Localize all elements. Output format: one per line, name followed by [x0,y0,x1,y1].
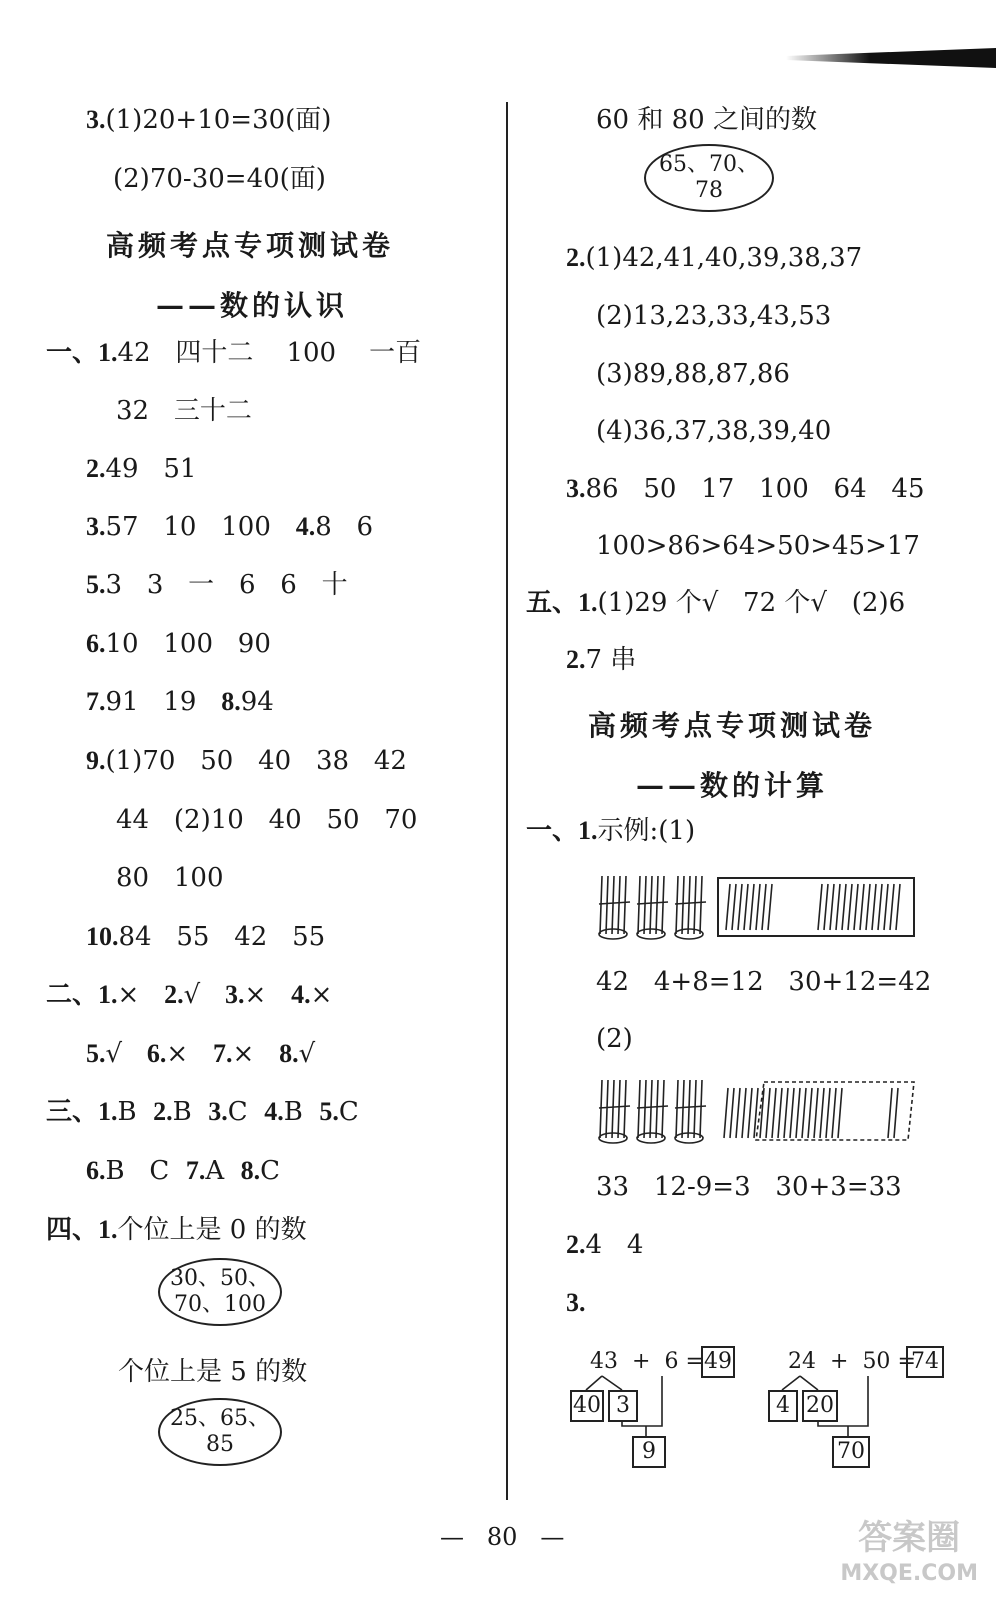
split1-part1-box: 40 [570,1390,604,1422]
watermark: 答案圈 MXQE.COM [840,1518,978,1586]
left-q2: 2.49 51 [86,454,197,484]
sticks-figure-1 [596,872,918,942]
split2-sum-box: 70 [832,1436,870,1468]
left-sec2-line2: 5.√ 6.× 7.× 8.√ [86,1039,316,1069]
left-sec4-line2: 个位上是 5 的数 [118,1357,308,1387]
right-q2-line4: (4)36,37,38,39,40 [596,416,832,446]
left-q9-line2: 44 (2)10 40 50 70 [116,805,418,835]
left-q9-line1: 9.(1)70 50 40 38 42 [86,746,407,776]
split1-expression: 43 + 6 = [590,1349,704,1374]
bundle-2 [637,876,668,939]
section-subtitle-2: ——数的计算 [636,769,829,802]
loose-sticks-1 [726,884,900,930]
right-sec5-line2: 2.7 串 [566,645,637,675]
page-number: — 80 — [440,1523,565,1551]
top-corner-mark [786,48,996,68]
left-q7-q8: 7.91 19 8.94 [86,687,274,717]
right-calc-q2: 2.4 4 [566,1230,644,1260]
left-sec3-line2: 6.B C 7.A 8.C [86,1156,281,1186]
right-calc-q1: 一、1.示例:(1) [526,816,696,846]
right-q2-line2: (2)13,23,33,43,53 [596,301,832,331]
left-sec3-line1: 三、1.B 2.B 3.C 4.B 5.C [46,1097,359,1127]
left-q5: 5.3 3 一 6 6 十 [86,570,348,600]
bundle-5 [637,1080,668,1143]
right-calc-q3: 3. [566,1288,586,1317]
split2-expression: 24 + 50 = [788,1349,916,1374]
right-q3-line1: 3.86 50 17 100 64 45 [566,474,925,504]
left-q6: 6.10 100 90 [86,629,271,659]
left-q1-line1: 一、1.42 四十二 100 一百 [46,338,422,368]
loose-sticks-2 [724,1088,898,1138]
bundle-1 [599,876,630,939]
split1-connectors [570,1370,690,1440]
right-q3-line2: 100>86>64>50>45>17 [596,531,920,561]
section-title-1: 高频考点专项测试卷 [106,229,395,262]
split1-sum-box: 9 [632,1436,666,1468]
split1-part2-box: 3 [608,1390,638,1422]
column-divider [506,102,508,1500]
split1-result-box: 49 [701,1346,735,1378]
bundle-3 [675,876,706,939]
split2-connectors [768,1370,888,1440]
right-line-0: 60 和 80 之间的数 [596,105,817,135]
right-q2-line1: 2.(1)42,41,40,39,38,37 [566,243,863,273]
bundle-4 [599,1080,630,1143]
right-sec5-line1: 五、1.(1)29 个√ 72 个√ (2)6 [526,588,906,618]
right-q2-line3: (3)89,88,87,86 [596,359,790,389]
split2-result-box: 74 [906,1346,944,1378]
section-title-2: 高频考点专项测试卷 [588,709,877,742]
left-sec4-line1: 四、1.个位上是 0 的数 [46,1215,307,1245]
left-q10: 10.84 55 42 55 [86,922,326,952]
oval-between-60-80: 65、70、 78 [644,144,774,212]
split2-part2-box: 20 [802,1390,838,1422]
left-sec2-line1: 二、1.× 2.√ 3.× 4.× [46,980,333,1010]
bundle-6 [675,1080,706,1143]
right-calc-eq2: 33 12-9=3 30+3=33 [596,1172,902,1202]
sticks-figure-2 [596,1076,918,1146]
oval-ones-five: 25、65、 85 [158,1398,282,1466]
right-calc-q1-2: (2) [596,1024,633,1054]
left-line-2: (2)70-30=40(面) [113,164,326,194]
left-line-1: 3.(1)20+10=30(面) [86,105,332,135]
left-q1-line2: 32 三十二 [116,396,252,426]
split2-part1-box: 4 [768,1390,798,1422]
right-calc-eq1: 42 4+8=12 30+12=42 [596,967,932,997]
left-q9-line3: 80 100 [116,863,224,893]
oval-ones-zero: 30、50、 70、100 [158,1258,282,1326]
left-q3-q4: 3.57 10 100 4.8 6 [86,512,374,542]
section-subtitle-1: ——数的认识 [156,289,349,322]
